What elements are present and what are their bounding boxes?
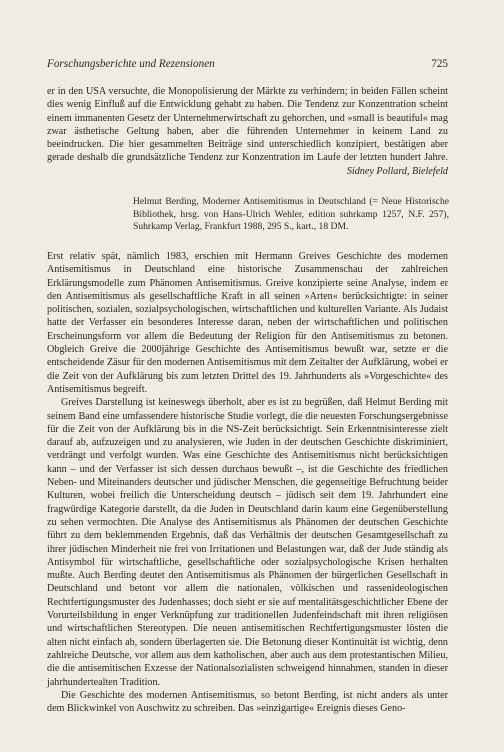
review-citation: Helmut Berding, Moderner Antisemitismus in Deutschland (= Neue Historische Bibliothek, hrsg. von Hans-Ulrich Wehler, edition suhrkamp 1257, N.F. 257), Suhrkamp Verlag, Frankfurt 1988, 295 S., kart., 18 DM.: [133, 196, 449, 233]
reviewer-signature: Sidney Pollard, Bielefeld: [346, 165, 448, 177]
running-title: Forschungsberichte und Rezensionen: [47, 58, 215, 70]
running-header: [47, 57, 448, 71]
body-paragraph-3: Die Geschichte des modernen Antisemitismus, so betont Berding, ist nicht anders als unter dem Blickwinkel von Auschwitz zu schreiben. Das »einzigartige« Ereignis dieses Geno-: [47, 689, 448, 715]
previous-review-ending: [47, 85, 448, 178]
review-body: [47, 250, 448, 715]
intro-paragraph: [47, 85, 448, 177]
intro-text: er in den USA versuchte, die Monopolisierung der Märkte zu verhindern; in beiden Fällen scheint dies wenig Einfluß auf die Entwicklung gehabt zu haben. Die Tendenz zur Konzentration scheint einem immanenten Gesetz der Unternehmerwirtschaft zu gehorchen, und »small is beautiful« mag zwar ästhetische Geltung haben, aber die führenden Unternehmer in keinem Land zu beeindrucken. Die hier gesammelten Beiträge sind unterschiedlich konzipiert, bestätigen aber gerade deshalb die grundsätzliche Tendenz zur Konzentration im Laufe der letzten hundert Jahre.: [47, 86, 448, 164]
body-paragraph-1: Erst relativ spät, nämlich 1983, erschien mit Hermann Greives Geschichte des modernen Antisemitismus in Deutschland eine historische Zusammenschau der zahlreichen Erklärungsmodelle zum Phänomen Antisemitismus. Greive konzipierte seine Analyse, indem er den Antisemitismus als gesellschaftliche Kraft in all seinen »Arten« berücksichtigte: in seiner politischen, sozialen, sozialpsychologischen, wirtschaftlichen und kulturellen Variante. Als Judaist hatte der Verfasser ein besonderes Interesse daran, neben der wirtschaftlichen und politischen Erscheinungsform vor allem die Bedeutung der Religion für den Antisemitismus zu betonen. Obgleich Greive die 2000jährige Geschichte des Antisemitismus bewußt war, setzte er die entscheidende Zäsur für den modernen Antisemitismus mit dem Zeitalter der Aufklärung, wobei er die Zeit von der Aufklärung bis zum letzten Drittel des 19. Jahrhunderts als »Vorgeschichte« des Antisemitismus begreift.: [47, 251, 448, 395]
body-paragraph-2: Greives Darstellung ist keineswegs überholt, aber es ist zu begrüßen, daß Helmut Berding mit seinem Band eine umfassendere historische Studie vorlegt, die die neuesten Forschungsergebnisse für die Zeit von der Aufklärung bis in die NS-Zeit berücksichtigt. Sein Erkenntnisinteresse zielt darauf ab, aufzuzeigen und zu analysieren, wie Juden in der deutschen Geschichte diskriminiert, verdrängt und verfolgt wurden. Was eine Geschichte des Antisemitismus nicht berücksichtigen kann – und der Verfasser ist sich dessen durchaus bewußt –, ist die Geschichte des friedlichen Neben- und Miteinanders deutscher und jüdischer Menschen, die gegenseitige Befruchtung beider Kulturen, wobei freilich die Unterscheidung deutsch – jüdisch seit dem 19. Jahrhundert eine fragwürdige Kategorie darstellt, da die Juden in Deutschland darin kaum eine Gegenüberstellung zu sehen vermochten. Die Analyse des Antisemitismus als Phänomen der deutschen Geschichte führt zu dem beklemmenden Ergebnis, daß das Verhältnis der deutschen Gesamtgesellschaft zu ihrer jüdischen Minderheit nie frei von Irritationen und Belastungen war, daß der Jude ständig als Antisymbol für wirtschaftliche, gesellschaftliche oder sozialpsychologische Krisen herhalten mußte. Auch Berding deutet den Antisemitismus als Phänomen der bürgerlichen Gesellschaft in Deutschland und betont vor allem die nationalen, völkischen und rassenideologischen Rechtfertigungsmuster des Judenhasses; doch sieht er sie auf mentalitätsgeschichtlicher Ebene der Vorurteilsbildung in enger Verknüpfung zur traditionellen Judenfeindschaft mit ihren religiösen und wirtschaftlichen Stereotypen. Die neuen antisemitischen Rechtfertigungsmuster lösten die alten nicht einfach ab, sondern überlagerten sie. Die Betonung dieser Kontinuität ist wichtig, denn zahlreiche Deutsche, vor allem aus dem katholischen, aber auch aus dem protestantischen Milieu, die die antisemitischen Exzesse der Nationalsozialisten schweigend hinnahmen, standen in dieser jahrhundertealten Tradition.: [47, 397, 448, 688]
page-number: 725: [431, 58, 448, 70]
